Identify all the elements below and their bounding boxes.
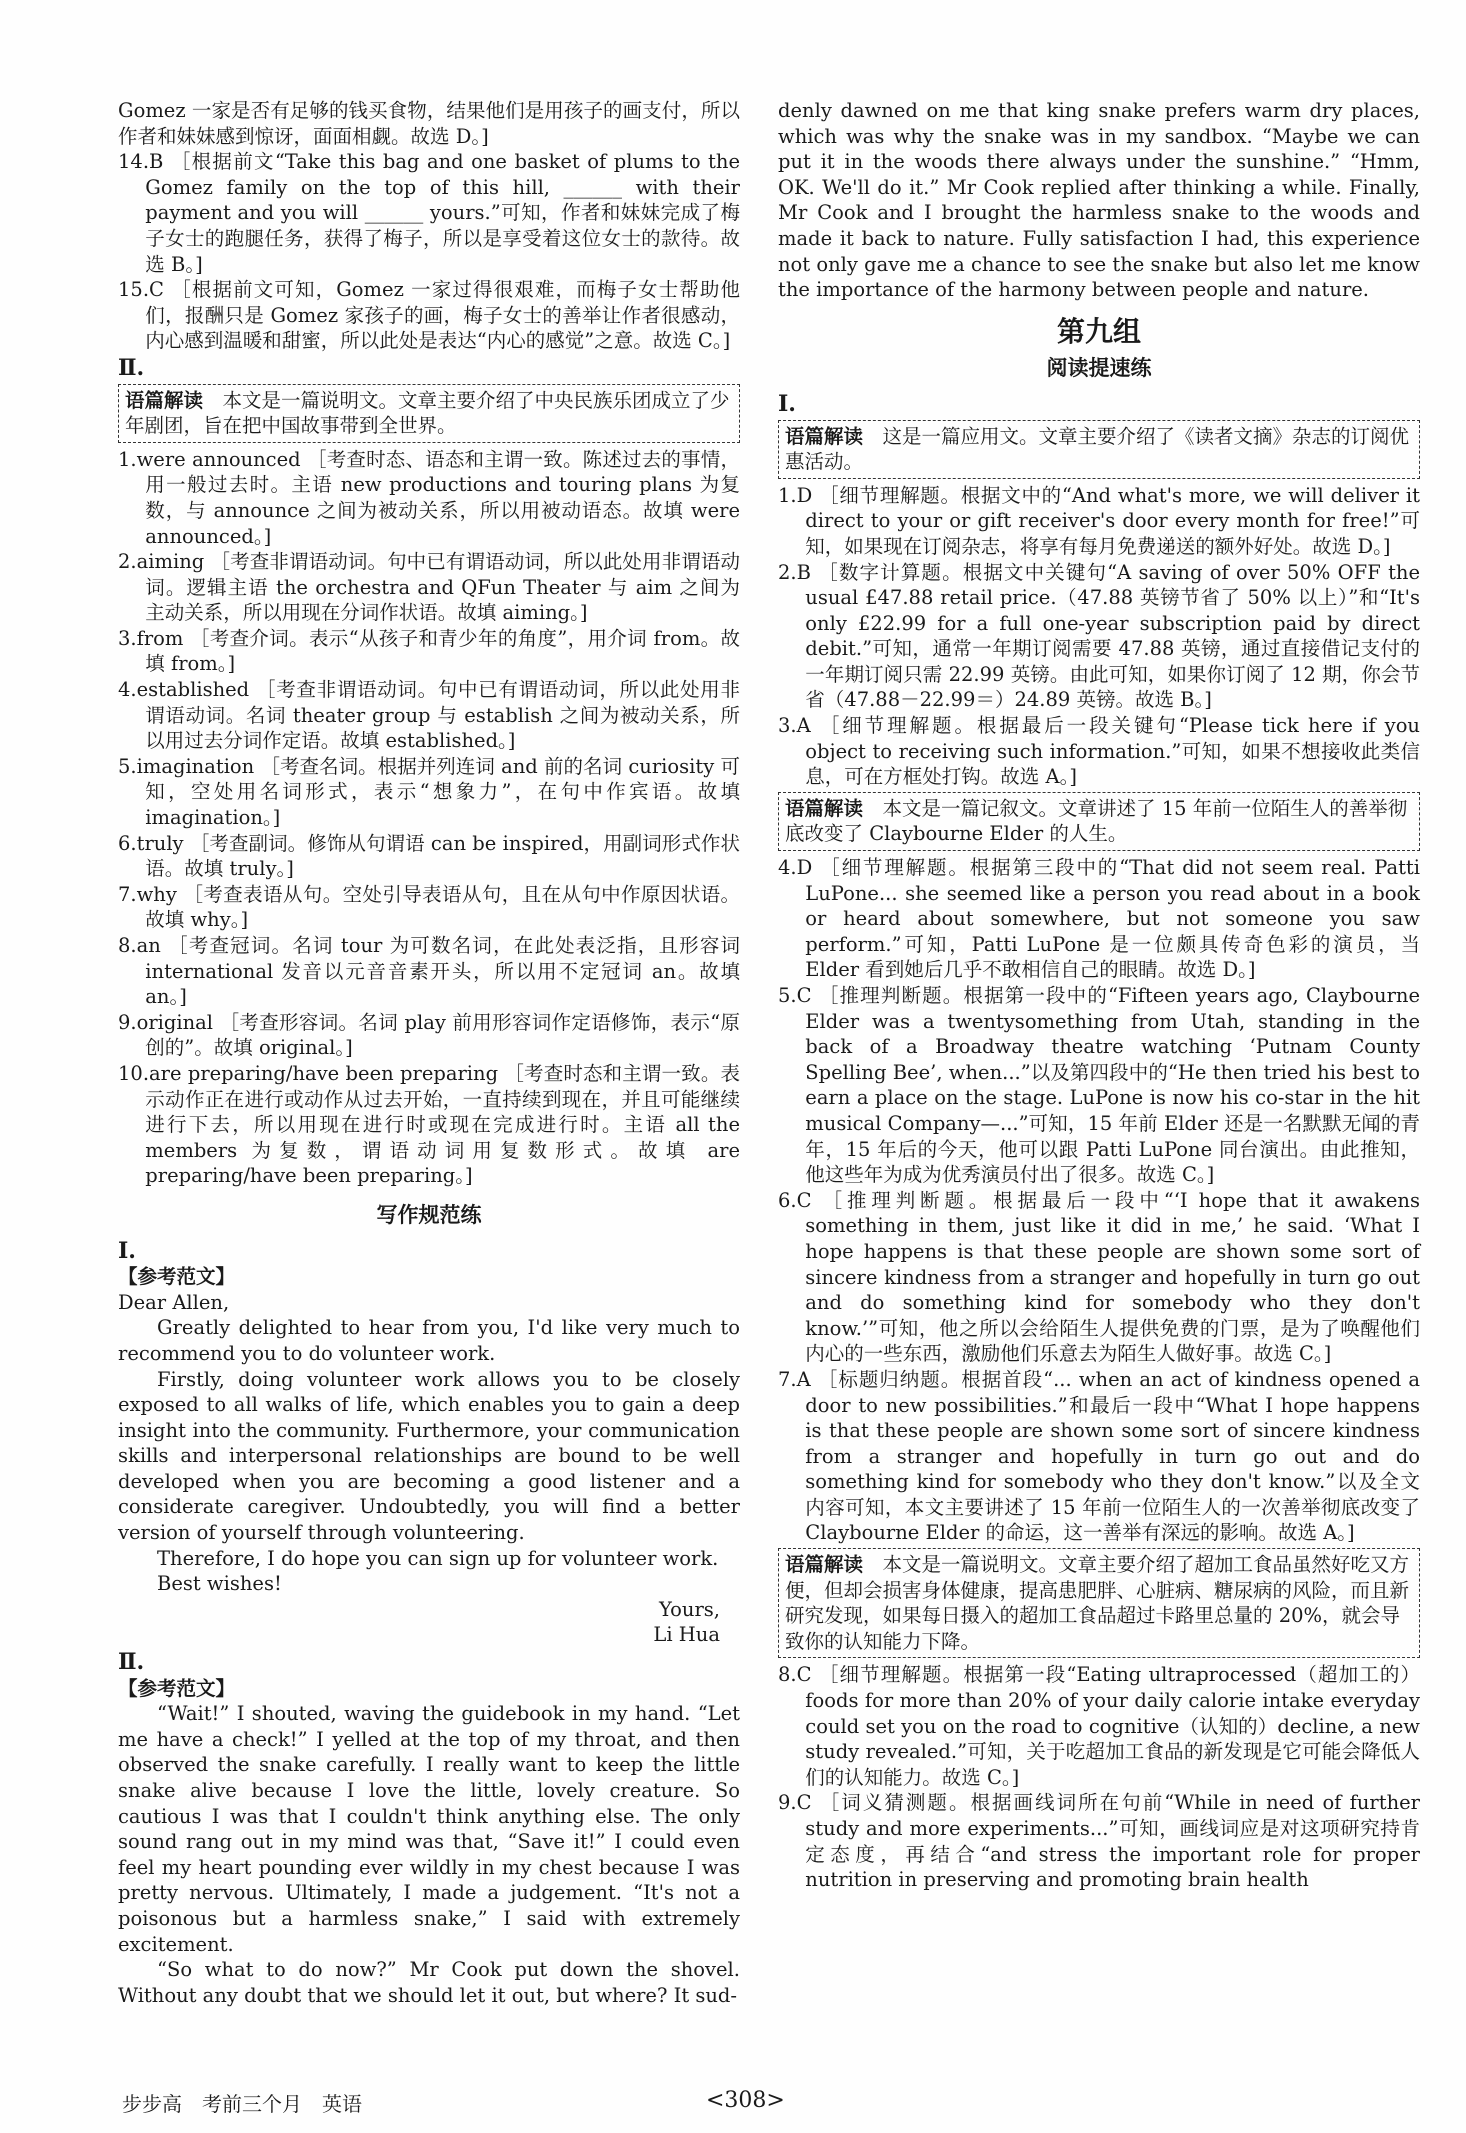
writing-title: 写作规范练 xyxy=(376,1202,482,1227)
writing-section-2: Ⅱ. xyxy=(118,1649,145,1676)
story-continuation: denly dawned on me that king snake prefers warm dry places, which was why the snake was in my sandbox. “Maybe we can put it in the woods there always under the sunshine.” “Hmm, OK. We'll do it.” Mr Cook replied after thinking a while. Finally, Mr Cook and I brought the harmless snake to the woods and made it back to nature. Fully satisfaction I had, this experience not only gave me a chance to see the snake but also let me know the importance of the harmony between people and nature. xyxy=(778,99,1420,302)
box-label: 语篇解读 xyxy=(125,388,204,412)
passage-analysis-box-2 xyxy=(778,792,1420,851)
grammar-2: 2.aiming ［考查非谓语动词。句中已有谓语动词，所以此处用非谓语动词。逻辑主语 the orchestra and QFun Theater 与 aim 之间为主动关系，所以用现在分词作状语。故填 aiming。] xyxy=(118,550,740,625)
box-label: 语篇解读 xyxy=(785,796,864,820)
writing-section-1: Ⅰ. xyxy=(118,1237,136,1264)
box-text: 本文是一篇说明文。文章主要介绍了中央民族乐团成立了少年剧团，旨在把中国故事带到全世界。 xyxy=(125,388,730,438)
page-number: <308> xyxy=(706,2088,785,2113)
letter-signature: Li Hua xyxy=(653,1623,720,1647)
grammar-8: 8.an ［考查冠词。名词 tour 为可数名词，在此处表泛指，且形容词 international 发音以元音音素开头，所以用不定冠词 an。故填 an。] xyxy=(118,934,740,1009)
reading-answer-6: 6.C ［推理判断题。根据最后一段中“‘I hope that it awakens something in them, just like it did in me,’ he said. ‘What I hope happens is that these people are shown some sort of sincere kindness from a stranger and hopefully in turn go out and do something kind for somebody who they don't know.’”可知，他之所以会给陌生人提供免费的门票，是为了唤醒他们内心的一些东西，激励他们乐意去为陌生人做好事。故选 C。] xyxy=(778,1188,1420,1366)
answer-13-cont: Gomez 一家是否有足够的钱买食物，结果他们是用孩子的画支付，所以作者和妹妹感到惊讶，面面相觑。故选 D。] xyxy=(118,99,740,148)
grammar-9: 9.original ［考查形容词。名词 play 前用形容词作定语修饰，表示“原创的”。故填 original。] xyxy=(118,1010,740,1060)
left-column xyxy=(118,98,740,2008)
reading-answer-1: 1.D ［细节理解题。根据文中的“And what's more, we will deliver it direct to your or gift receiver's door every month for free!”可知，如果现在订阅杂志，将享有每月免费递送的额外好处。故选 D。] xyxy=(778,483,1420,558)
story-paragraph-1: “Wait!” I shouted, waving the guidebook in my hand. “Let me have a check!” I yelled at the top of my throat, and then observed the snake carefully. I really want to keep the little snake alive because I love the little, lovely creature. So cautious I was that I couldn't think anything else. The only sound rang out in my mind was that, “Save it!” I could even feel my heart pounding ever wildly in my chest because I was pretty nervous. Ultimately, I made a judgement. “It's not a poisonous but a harmless snake,” I said with extremely excitement. xyxy=(118,1702,740,1956)
reference-essay-label-1: 【参考范文】 xyxy=(118,1265,236,1289)
reading-answer-2: 2.B ［数字计算题。根据文中关键句“A saving of over 50% OFF the usual £47.88 retail price.（47.88 英镑节省了 50% 以上）”和“It's only £22.99 for a full one-year subscription paid by direct debit.”可知，通常一年期订阅需要 47.88 英镑，通过直接借记支付的一年期订阅只需 22.99 英镑。由此可知，如果你订阅了 12 期，你会节省（47.88－22.99＝）24.89 英镑。故选 B。] xyxy=(778,560,1420,712)
reading-title: 阅读提速练 xyxy=(1046,356,1152,381)
book-footer: 步步高 考前三个月 英语 xyxy=(122,2092,362,2116)
group-title: 第九组 xyxy=(1056,314,1141,348)
grammar-10: 10.are preparing/have been preparing ［考查时态和主谓一致。表示动作正在进行或动作从过去开始，一直持续到现在，并且可能继续进行下去，所以用现在进行时或现在完成进行时。主语 all the members 为复数，谓语动词用复数形式。故填 are preparing/have been preparing。] xyxy=(118,1061,740,1188)
letter-paragraph-2: Firstly, doing volunteer work allows you to be closely exposed to all walks of life, which enables you to gain a deep insight into the community. Furthermore, your communication skills and interpersonal relationships are bound to be well developed when you are becoming a good listener and a considerate caregiver. Undoubtedly, you will find a better version of yourself through volunteering. xyxy=(118,1367,740,1545)
box-label: 语篇解读 xyxy=(785,424,864,448)
passage-analysis-box-1 xyxy=(778,420,1420,479)
answer-15: 15.C ［根据前文可知，Gomez 一家过得很艰难，而梅子女士帮助他们，报酬只是 Gomez 家孩子的画，梅子女士的善举让作者很感动，内心感到温暖和甜蜜，所以此处是表达“内心的感觉”之意。故选 C。] xyxy=(118,278,740,353)
passage-analysis-box xyxy=(118,384,740,443)
reference-essay-label-2: 【参考范文】 xyxy=(118,1676,236,1700)
grammar-5: 5.imagination ［考查名词。根据并列连词 and 前的名词 curiosity 可知，空处用名词形式，表示“想象力”，在句中作宾语。故填 imagination。] xyxy=(118,754,740,830)
passage-analysis-box-3 xyxy=(778,1548,1420,1658)
answer-14: 14.B ［根据前文“Take this bag and one basket of plums to the Gomez family on the top of this hill, ______ with their payment and you will ______ yours.”可知，作者和妹妹完成了梅子女士的跑腿任务，获得了梅子，所以是享受着这位女士的款待。故选 B。] xyxy=(118,150,740,276)
right-column xyxy=(778,98,1420,1893)
box-label: 语篇解读 xyxy=(785,1553,864,1577)
letter-closing: Yours, xyxy=(658,1597,720,1621)
reading-answer-8: 8.C ［细节理解题。根据第一段“Eating ultraprocessed（超加工的）foods for more than 20% of your daily calorie intake everyday could set you on the road to cognitive（认知的）decline, a new study revealed.”可知，关于吃超加工食品的新发现是它可能会降低人们的认知能力。故选 C。] xyxy=(778,1663,1420,1789)
box-text: 本文是一篇说明文。文章主要介绍了超加工食品虽然好吃又方便，但却会损害身体健康，提高患肥胖、心脏病、糖尿病的风险，而且新研究发现，如果每日摄入的超加工食品超过卡路里总量的 20%，就会导致你的认知能力下降。 xyxy=(785,1553,1410,1653)
grammar-6: 6.truly ［考查副词。修饰从句谓语 can be inspired，用副词形式作状语。故填 truly。] xyxy=(118,831,740,881)
box-text: 本文是一篇记叙文。文章讲述了 15 年前一位陌生人的善举彻底改变了 Claybourne Elder 的人生。 xyxy=(785,796,1408,846)
grammar-7: 7.why ［考查表语从句。空处引导表语从句，且在从句中作原因状语。故填 why。] xyxy=(118,882,740,932)
box-text: 这是一篇应用文。文章主要介绍了《读者文摘》杂志的订阅优惠活动。 xyxy=(785,424,1410,474)
reading-section-1: Ⅰ. xyxy=(778,390,796,417)
story-paragraph-2: “So what to do now?” Mr Cook put down the shovel. Without any doubt that we should let it out, but where? It sud- xyxy=(118,1958,740,2007)
letter-greeting: Dear Allen, xyxy=(118,1290,230,1314)
letter-paragraph-3: Therefore, I do hope you can sign up for volunteer work. xyxy=(157,1546,719,1570)
reading-answer-5: 5.C ［推理判断题。根据第一段中的“Fifteen years ago, Claybourne Elder was a twentysomething from Utah, standing in the back of a Broadway theatre watching ‘Putnam County Spelling Bee’, when...”以及第四段中的“He then tried his best to earn a place on the stage. LuPone is now his co-star in the hit musical Company—...”可知，15 年前 Elder 还是一名默默无闻的青年，15 年后的今天，他可以跟 Patti LuPone 同台演出。由此推知，他这些年为成为优秀演员付出了很多。故选 C。] xyxy=(778,984,1420,1187)
grammar-1: 1.were announced ［考查时态、语态和主谓一致。陈述过去的事情，用一般过去时。主语 new productions and touring plans 为复数，与 announce 之间为被动关系，所以用被动语态。故填 were announced。] xyxy=(118,447,740,548)
reading-answer-9: 9.C ［词义猜测题。根据画线词所在句前“While in need of further study and more experiments...”可知，画线词应是对这项研究持肯定态度，再结合“and stress the important role for proper nutrition in preserving and promoting brain health xyxy=(778,1791,1420,1892)
reading-answer-3: 3.A ［细节理解题。根据最后一段关键句“Please tick here if you object to receiving such information.”可知，如果不想接收此类信息，可在方框处打钩。故选 A。] xyxy=(778,714,1420,789)
grammar-3: 3.from ［考查介词。表示“从孩子和青少年的角度”，用介词 from。故填 from。] xyxy=(118,626,740,676)
section-2-heading: Ⅱ. xyxy=(118,354,145,381)
reading-answer-7: 7.A ［标题归纳题。根据首段“... when an act of kindness opened a door to new possibilities.”和最后一段中“What I hope happens is that these people are shown some sort of sincere kindness from a stranger and hopefully in turn go out and do something kind for somebody who they don't know.”以及全文内容可知，本文主要讲述了 15 年前一位陌生人的一次善举彻底改变了 Claybourne Elder 的命运，这一善举有深远的影响。故选 A。] xyxy=(778,1367,1420,1545)
reading-answer-4: 4.D ［细节理解题。根据第三段中的“That did not seem real. Patti LuPone... she seemed like a person you read about in a book or heard about somewhere, but not someone you saw perform.”可知，Patti LuPone 是一位颇具传奇色彩的演员，当 Elder 看到她后几乎不敢相信自己的眼睛。故选 D。] xyxy=(778,856,1420,982)
grammar-4: 4.established ［考查非谓语动词。句中已有谓语动词，所以此处用非谓语动词。名词 theater group 与 establish 之间为被动关系，所以用过去分词作定语。故填 established。] xyxy=(118,678,740,753)
letter-paragraph-4: Best wishes! xyxy=(157,1572,282,1596)
letter-paragraph-1: Greatly delighted to hear from you, I'd like very much to recommend you to do volunteer work. xyxy=(118,1316,740,1365)
